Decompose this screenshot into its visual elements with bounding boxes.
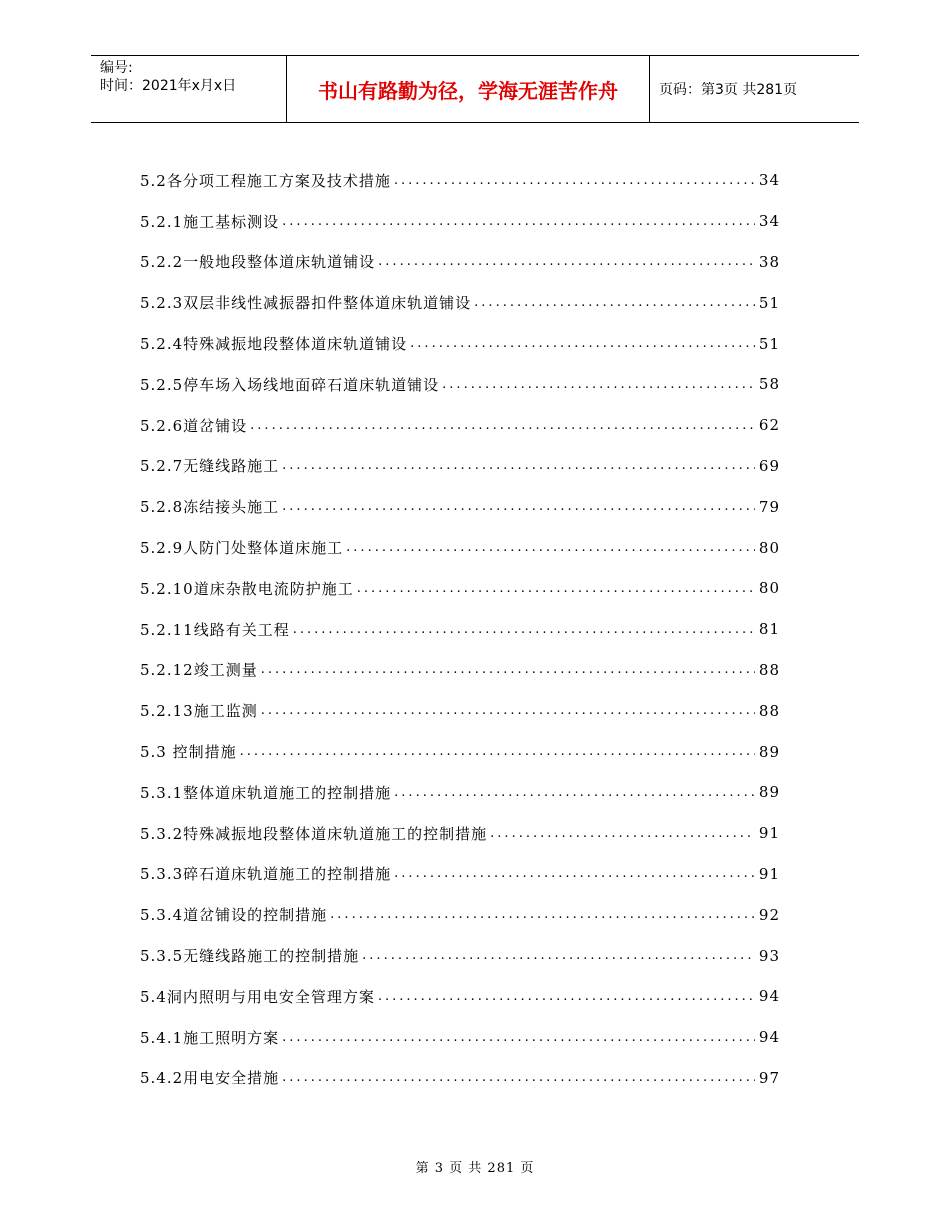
toc-entry-title: 5.2.9人防门处整体道床施工 — [140, 539, 344, 558]
toc-dot-leader — [282, 458, 755, 473]
toc-entry-title: 5.2.6道岔铺设 — [140, 416, 248, 435]
toc-entry-page: 89 — [758, 742, 780, 761]
toc-entry-title: 5.3 控制措施 — [140, 743, 237, 762]
toc-dot-leader — [442, 377, 755, 392]
toc-entry-page: 89 — [758, 783, 780, 802]
toc-entry-title: 5.2.2一般地段整体道床轨道铺设 — [140, 253, 376, 272]
page-footer: 第 3 页 共 281 页 — [415, 1161, 535, 1176]
toc-entry-title: 5.3.1整体道床轨道施工的控制措施 — [140, 783, 392, 802]
toc-entry[interactable] — [140, 486, 780, 527]
toc-entry[interactable] — [140, 935, 780, 976]
toc-entry-page: 97 — [758, 1068, 780, 1087]
toc-entry-title: 5.3.4道岔铺设的控制措施 — [140, 906, 328, 925]
toc-entry-title: 5.4.1施工照明方案 — [140, 1028, 280, 1047]
toc-entry-page: 38 — [758, 252, 780, 271]
toc-entry-title: 5.2.4特殊减振地段整体道床轨道铺设 — [140, 335, 408, 354]
toc-entry[interactable] — [140, 690, 780, 731]
toc-entry[interactable] — [140, 609, 780, 650]
toc-dot-leader — [378, 989, 755, 1004]
toc-entry-page: 92 — [758, 905, 780, 924]
toc-entry-page: 88 — [758, 701, 780, 720]
toc-entry-title: 5.2.13施工监测 — [140, 702, 258, 721]
toc-entry-title: 5.2各分项工程施工方案及技术措施 — [140, 171, 391, 190]
toc-dot-leader — [490, 826, 755, 841]
toc-entry[interactable] — [140, 813, 780, 854]
toc-entry-title: 5.2.8冻结接头施工 — [140, 498, 280, 517]
toc-entry-page: 69 — [758, 456, 780, 475]
toc-entry[interactable] — [140, 731, 780, 772]
toc-entry-page: 51 — [758, 293, 780, 312]
document-number-label: 编号: — [100, 60, 133, 76]
toc-entry[interactable] — [140, 242, 780, 283]
toc-entry-page: 62 — [758, 416, 780, 435]
toc-dot-leader — [394, 785, 755, 800]
toc-entry-title: 5.2.7无缝线路施工 — [140, 457, 280, 476]
toc-entry-page: 94 — [758, 987, 780, 1006]
toc-dot-leader — [282, 1030, 755, 1045]
toc-entry-title: 5.4.2用电安全措施 — [140, 1069, 280, 1088]
toc-entry[interactable] — [140, 1017, 780, 1058]
toc-entry[interactable] — [140, 568, 780, 609]
toc-entry[interactable] — [140, 201, 780, 242]
toc-dot-leader — [293, 622, 755, 637]
toc-entry[interactable] — [140, 1058, 780, 1099]
toc-dot-leader — [357, 581, 755, 596]
toc-dot-leader — [330, 907, 755, 922]
document-time-label: 时间：2021年x月x日 — [100, 78, 237, 94]
toc-entry[interactable] — [140, 446, 780, 487]
toc-entry-page: 51 — [758, 334, 780, 353]
toc-entry[interactable] — [140, 527, 780, 568]
toc-entry-page: 34 — [758, 212, 780, 231]
toc-entry-page: 80 — [758, 538, 780, 557]
toc-entry-page: 94 — [758, 1028, 780, 1047]
toc-entry-title: 5.2.1施工基标测设 — [140, 212, 280, 231]
toc-entry[interactable] — [140, 772, 780, 813]
toc-entry[interactable] — [140, 364, 780, 405]
toc-dot-leader — [362, 948, 755, 963]
toc-entry-title: 5.4洞内照明与用电安全管理方案 — [140, 987, 375, 1006]
toc-dot-leader — [282, 214, 755, 229]
toc-entry[interactable] — [140, 323, 780, 364]
header-motto: 书山有路勤为径，学海无涯苦作舟 — [318, 78, 618, 103]
toc-entry-page: 91 — [758, 864, 780, 883]
toc-entry[interactable] — [140, 650, 780, 691]
toc-entry-page: 34 — [758, 171, 780, 190]
toc-entry-title: 5.3.2特殊减振地段整体道床轨道施工的控制措施 — [140, 824, 488, 843]
toc-entry[interactable] — [140, 854, 780, 895]
toc-dot-leader — [474, 295, 755, 310]
toc-entry[interactable] — [140, 405, 780, 446]
toc-entry[interactable] — [140, 160, 780, 201]
toc-entry-title: 5.3.5无缝线路施工的控制措施 — [140, 947, 360, 966]
toc-dot-leader — [240, 744, 755, 759]
toc-entry-title: 5.2.5停车场入场线地面碎石道床轨道铺设 — [140, 375, 440, 394]
header-page-info: 页码：第3页 共281页 — [659, 82, 798, 98]
toc-dot-leader — [394, 866, 755, 881]
toc-dot-leader — [261, 703, 755, 718]
table-of-contents — [140, 160, 780, 1098]
toc-entry[interactable] — [140, 282, 780, 323]
toc-entry-page: 58 — [758, 375, 780, 394]
toc-dot-leader — [250, 418, 755, 433]
toc-entry-page: 91 — [758, 824, 780, 843]
toc-dot-leader — [346, 540, 755, 555]
toc-entry-title: 5.2.11线路有关工程 — [140, 620, 290, 639]
toc-dot-leader — [282, 499, 755, 514]
toc-entry-page: 79 — [758, 497, 780, 516]
toc-dot-leader — [410, 336, 755, 351]
toc-entry[interactable] — [140, 976, 780, 1017]
toc-entry-title: 5.2.10道床杂散电流防护施工 — [140, 579, 354, 598]
toc-entry-title: 5.2.3双层非线性减振器扣件整体道床轨道铺设 — [140, 294, 472, 313]
toc-entry-title: 5.2.12竣工测量 — [140, 661, 258, 680]
toc-dot-leader — [378, 254, 755, 269]
toc-dot-leader — [394, 173, 755, 188]
toc-entry[interactable] — [140, 894, 780, 935]
page-header — [91, 55, 859, 123]
toc-entry-title: 5.3.3碎石道床轨道施工的控制措施 — [140, 865, 392, 884]
toc-dot-leader — [282, 1070, 755, 1085]
toc-entry-page: 93 — [758, 946, 780, 965]
header-meta — [100, 59, 290, 95]
toc-entry-page: 80 — [758, 579, 780, 598]
toc-entry-page: 88 — [758, 660, 780, 679]
toc-dot-leader — [261, 662, 755, 677]
toc-entry-page: 81 — [758, 620, 780, 639]
